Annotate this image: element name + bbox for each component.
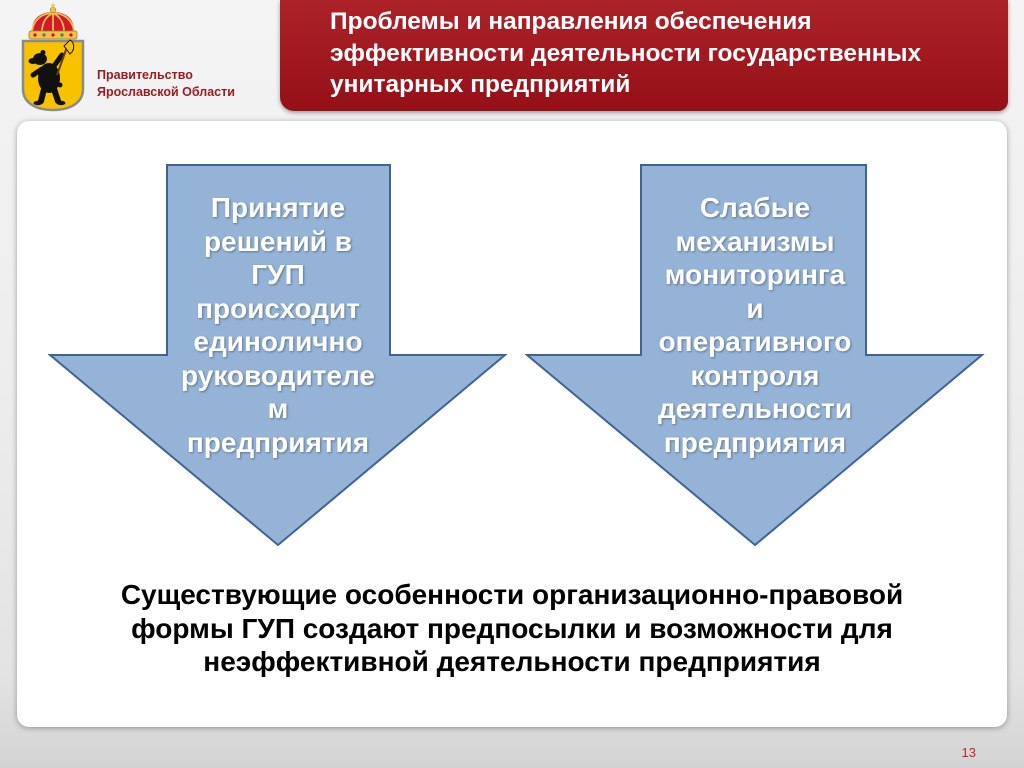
crown-cross xyxy=(51,4,55,8)
arrow-label-line: руководителе xyxy=(181,359,375,391)
arrow-label-line: механизмы xyxy=(675,225,835,257)
arrow-label xyxy=(635,191,875,459)
crown-jewel xyxy=(60,33,63,36)
arrow-label-line: и xyxy=(746,292,764,324)
slide-title-line: эффективности деятельности государственных xyxy=(330,39,922,67)
organization-name-line: Правительство xyxy=(97,68,193,82)
bear-foot xyxy=(34,101,43,105)
slide-title xyxy=(330,6,921,101)
crown-jewel xyxy=(51,33,54,36)
organization-name xyxy=(97,67,235,101)
right-down-arrow xyxy=(525,163,985,549)
arrow-label-line: ГУП xyxy=(251,259,305,290)
left-down-arrow xyxy=(48,163,508,549)
conclusion-line: неэффективной деятельности предприятия xyxy=(203,646,821,677)
arrow-label-line: решений в xyxy=(204,225,352,257)
arrow-label-line: предприятия xyxy=(186,426,370,458)
crown-jewel xyxy=(69,33,72,36)
slide-title-line: унитарных предприятий xyxy=(330,71,631,98)
arrow-label-line: оперативного xyxy=(658,326,852,357)
arrow-label-line: м xyxy=(267,393,289,424)
arrow-label-line: происходит xyxy=(196,292,360,324)
conclusion-text xyxy=(17,578,1007,679)
arrow-label-line: предприятия xyxy=(663,426,847,458)
bear-tail xyxy=(58,83,63,88)
arrow-label xyxy=(158,191,398,459)
coat-of-arms-icon xyxy=(20,3,86,113)
title-banner xyxy=(280,0,1008,111)
bear-ear xyxy=(41,50,46,55)
crown-orb xyxy=(50,7,56,13)
arrow-label-line: Принятие xyxy=(210,192,346,223)
crown-jewel xyxy=(33,33,36,36)
arrow-label-line: Слабые xyxy=(699,192,811,223)
page-number: 13 xyxy=(961,745,976,760)
bear-leg xyxy=(41,89,44,101)
crown xyxy=(29,4,77,40)
crown-jewel xyxy=(42,33,45,36)
organization-name-line: Ярославской Области xyxy=(97,85,235,99)
arrow-label-line: единолично xyxy=(193,326,363,357)
bear-foot xyxy=(57,101,66,105)
arrow-label-line: контроля xyxy=(690,359,820,391)
slide-title-line: Проблемы и направления обеспечения xyxy=(330,8,812,35)
arrow-label-line: мониторинга xyxy=(664,259,846,290)
bear-snout xyxy=(29,58,38,64)
arrow-label-line: деятельности xyxy=(657,393,853,424)
conclusion-line: Существующие особенности организационно-правовой xyxy=(120,579,904,610)
bear-leg xyxy=(54,89,58,101)
conclusion-line: формы ГУП создают предпосылки и возможности для xyxy=(131,612,893,644)
